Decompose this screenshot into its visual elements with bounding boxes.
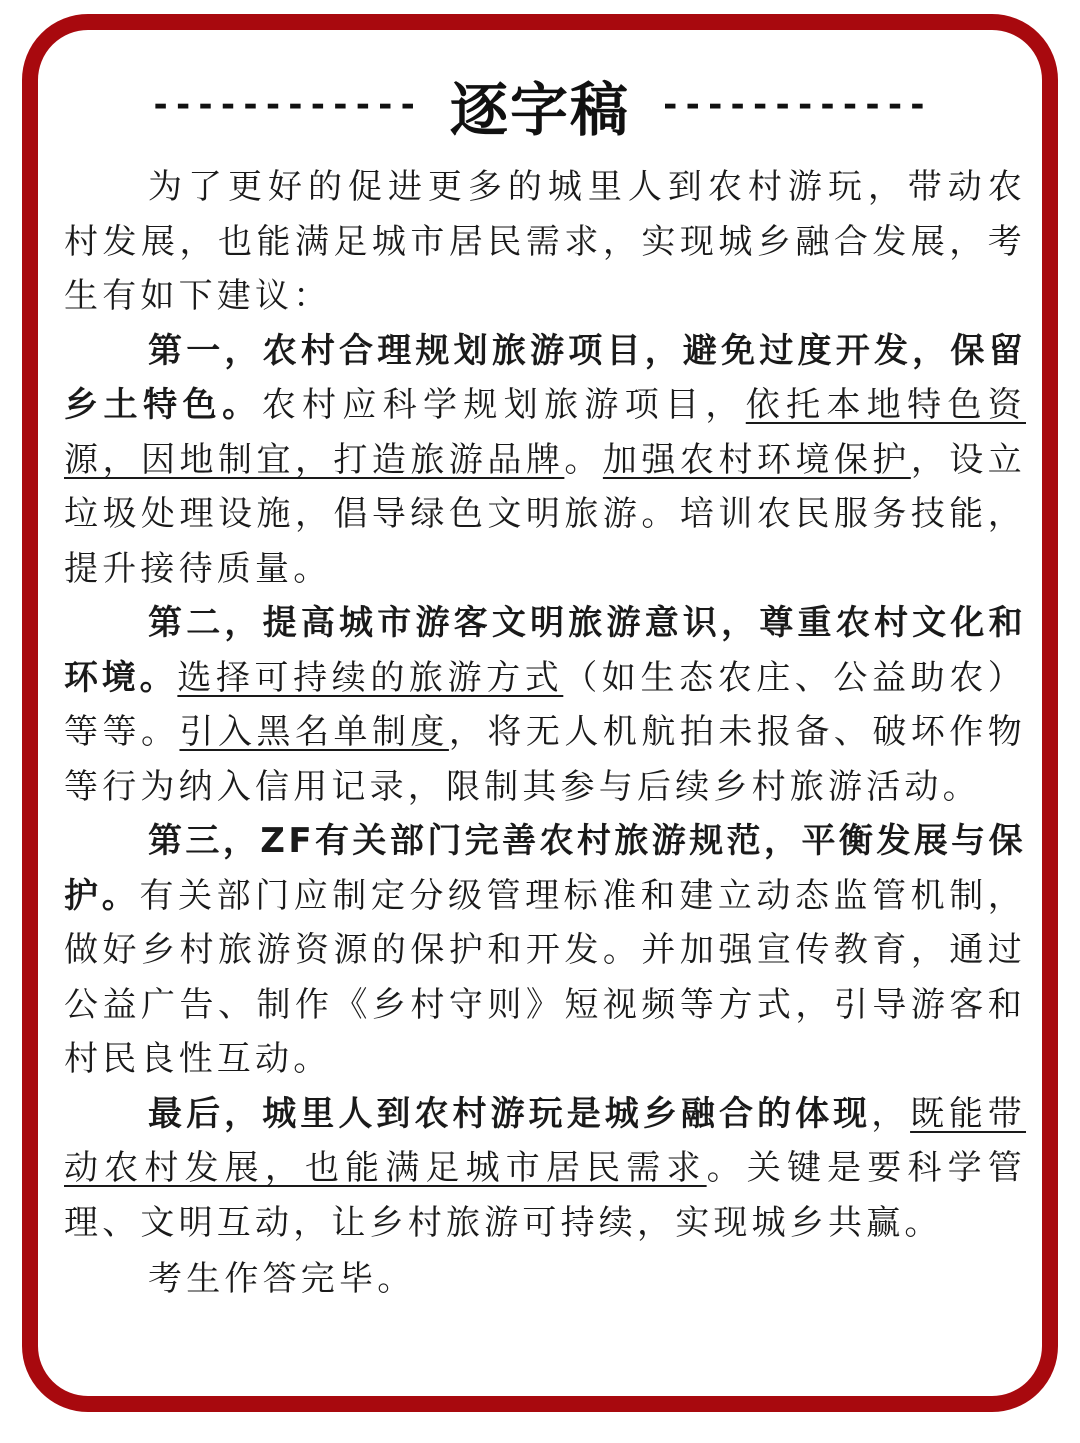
- conclusion-paragraph: [64, 1087, 1026, 1251]
- conclusion-text-b: 。关键是要科学管理、文明互动，让乡村旅游可持续，实现城乡共赢。: [64, 1148, 1026, 1243]
- intro-text: 为了更好的促进更多的城里人到农村游玩，带动农村发展，也能满足城市居民需求，实现城乡融合发展，考生有如下建议：: [64, 167, 1026, 316]
- closing-paragraph: [64, 1252, 1026, 1307]
- point-two-text-b: ，将无人机航拍未报备、破坏作物等行为纳入信用记录，限制其参与后续乡村旅游活动。: [64, 712, 1026, 807]
- page-title: 逐字稿: [449, 76, 630, 144]
- point-two-text-a: （如生态农庄、公益助农）等等。: [64, 657, 1027, 752]
- point-one-underline-b: 加强农村环境保护: [602, 439, 911, 480]
- point-three-paragraph: [64, 814, 1026, 1087]
- point-one-text-a: 农村应科学规划旅游项目，: [261, 385, 746, 425]
- title-dash-right: ------------: [660, 85, 930, 125]
- point-two-paragraph: [64, 596, 1026, 814]
- point-one-heading: 第一，农村合理规划旅游项目，避免过度开发，保留乡土特色。: [64, 330, 1026, 425]
- point-three-text-a: 有关部门应制定分级管理标准和建立动态监管机制，做好乡村旅游资源的保护和开发。并加强宣传教育，通过公益广告、制作《乡村守则》短视频等方式，引导游客和村民良性互动。: [64, 875, 1026, 1079]
- point-two-underline-b: 引入黑名单制度: [179, 712, 449, 752]
- closing-text: 考生作答完毕。: [148, 1259, 416, 1299]
- conclusion-underline-a: 既能带动农村发展，也能满足城市居民需求: [64, 1093, 1027, 1188]
- intro-paragraph: [64, 160, 1026, 324]
- title-dash-left: ------------: [150, 85, 420, 125]
- point-two-underline-a: 选择可持续的旅游方式: [177, 657, 564, 698]
- point-one-text-c: ，设立垃圾处理设施，倡导绿色文明旅游。培训农民服务技能，提升接待质量。: [64, 439, 1026, 589]
- conclusion-heading: 最后，城里人到农村游玩是城乡融合的体现: [148, 1093, 872, 1134]
- point-one-paragraph: [64, 324, 1026, 597]
- point-two-heading: 第二，提高城市游客文明旅游意识，尊重农村文化和环境。: [64, 603, 1026, 698]
- title-row: [0, 70, 1080, 144]
- point-one-text-b: 。: [564, 439, 603, 480]
- transcript-body: [64, 160, 1026, 1307]
- point-three-heading: 第三，ZF有关部门完善农村旅游规范，平衡发展与保护。: [64, 821, 1026, 916]
- point-one-underline-a: 依托本地特色资源，因地制宜，打造旅游品牌: [64, 385, 1026, 480]
- conclusion-text-a: ，: [871, 1093, 911, 1134]
